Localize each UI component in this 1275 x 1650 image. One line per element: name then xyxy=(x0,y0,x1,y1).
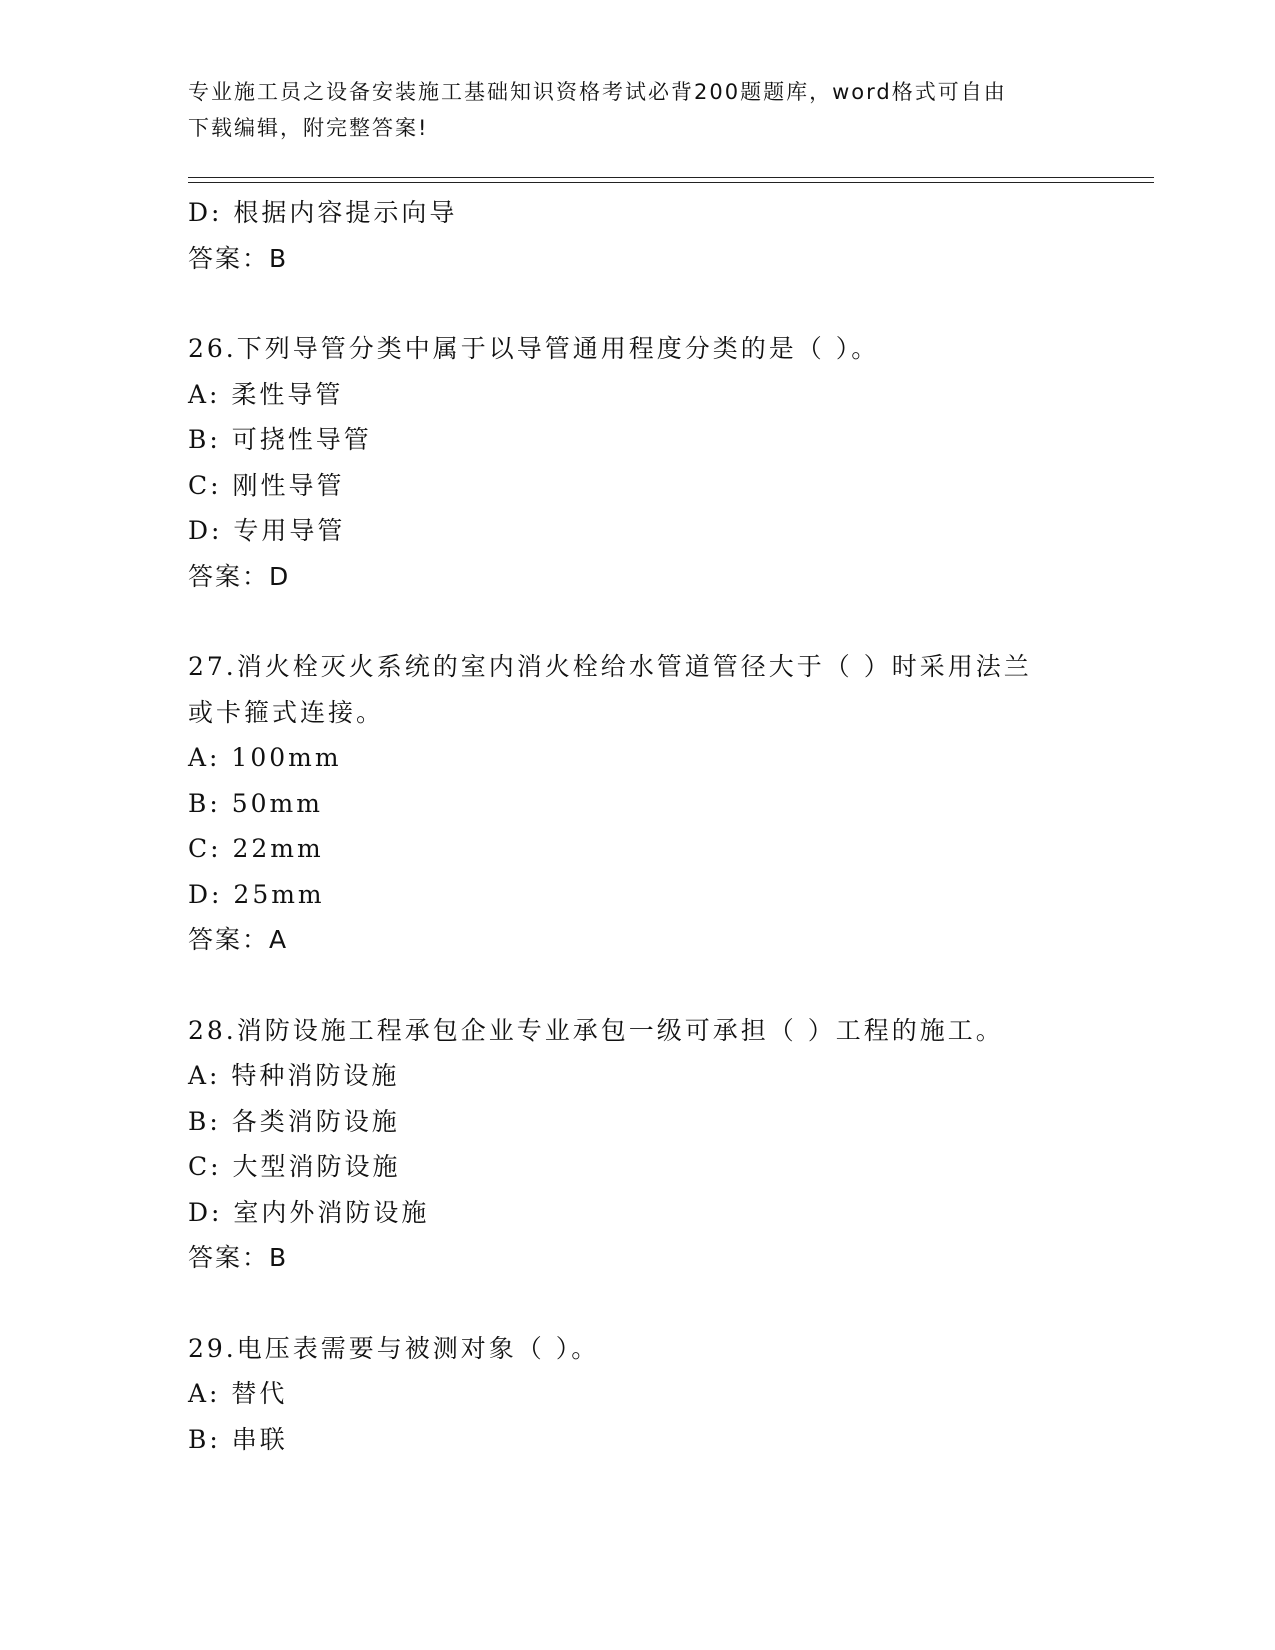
option-b: B: 串联 xyxy=(188,1424,288,1454)
option-c: C: 大型消防设施 xyxy=(188,1152,401,1181)
question-28 xyxy=(188,1008,1088,1281)
answer-line: 答案：B xyxy=(188,243,289,273)
question-27 xyxy=(188,644,1088,963)
option-d: D: 根据内容提示向导 xyxy=(188,198,458,227)
answer-line: 答案：D xyxy=(188,561,291,591)
option-a: A: 100mm xyxy=(188,743,342,772)
answer-line: 答案：A xyxy=(188,925,289,954)
option-b: B: 可挠性导管 xyxy=(188,425,372,454)
question-26 xyxy=(188,326,1088,599)
option-c: C: 22mm xyxy=(188,834,324,863)
option-a: A: 特种消防设施 xyxy=(188,1061,400,1090)
header-divider-bottom xyxy=(188,182,1154,183)
option-d: D: 室内外消防设施 xyxy=(188,1197,430,1227)
option-a: A: 柔性导管 xyxy=(188,379,344,409)
question-stem-continued: 或卡箍式连接。 xyxy=(188,697,385,727)
header-line-1: 专业施工员之设备安装施工基础知识资格考试必背200题题库，word格式可自由 xyxy=(188,80,1007,104)
question-stem: 29.电压表需要与被测对象（ ）。 xyxy=(188,1333,600,1363)
option-d: D: 25mm xyxy=(188,879,325,909)
header-line-2: 下载编辑，附完整答案! xyxy=(188,116,429,140)
option-d: D: 专用导管 xyxy=(188,516,346,545)
answer-line: 答案：B xyxy=(188,1243,289,1272)
option-c: C: 刚性导管 xyxy=(188,470,345,500)
question-stem: 26.下列导管分类中属于以导管通用程度分类的是（ ）。 xyxy=(188,334,880,363)
question-stem: 27.消火栓灭火系统的室内消火栓给水管道管径大于（ ）时采用法兰 xyxy=(188,652,1032,681)
question-list xyxy=(188,190,1088,1462)
option-a: A: 替代 xyxy=(188,1379,288,1408)
question-stem: 28.消防设施工程承包企业专业承包一级可承担（ ）工程的施工。 xyxy=(188,1015,1004,1045)
option-b: B: 各类消防设施 xyxy=(188,1106,400,1136)
option-b: B: 50mm xyxy=(188,788,323,818)
document-header xyxy=(188,74,1068,146)
question-29 xyxy=(188,1326,1088,1463)
header-divider-top xyxy=(188,177,1154,178)
